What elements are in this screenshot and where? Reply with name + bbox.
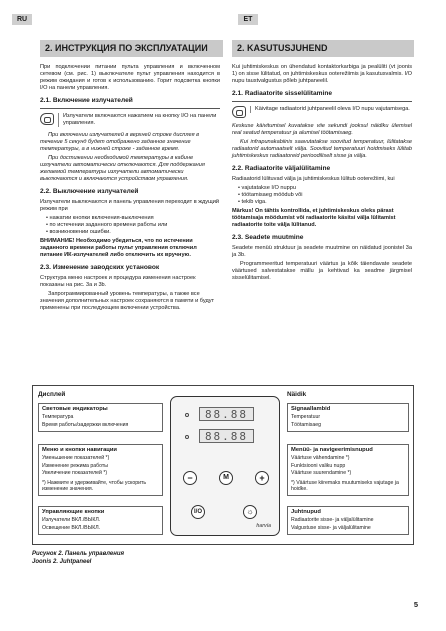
note-paragraph: При включении излучателей в верхней строке дисплея в течение 5 секунд будет отображено заданное значение температуры, а в нижней строке - заданное время. (40, 132, 200, 152)
control-group-ru (38, 506, 163, 535)
nav-group-et (287, 444, 409, 496)
plus-button[interactable]: + (255, 471, 269, 485)
language-tag-ru: RU (12, 14, 32, 25)
nav-note: *) Нажмите и удерживайте, чтобы ускорить изменение значения. (42, 479, 147, 493)
nav-label: Funktsiooni valiku nupp (291, 462, 346, 469)
section-title-ru: 2. ИНСТРУКЦИЯ ПО ЭКСПЛУАТАЦИИ (40, 40, 223, 57)
control-label: Освещение ВКЛ./ВЫКЛ. (42, 524, 101, 531)
list-item: • vajutatakse I/O nuppu (238, 185, 412, 192)
indicators-title: Световые индикаторы (42, 406, 108, 412)
brand-logo: harvia (256, 523, 271, 529)
column-et (232, 64, 412, 284)
subsection-title: 2.2. Radiaatorite väljalülitamine (232, 165, 331, 172)
indicator-label: Температура (42, 414, 74, 421)
indicator-label: Temperatuur (291, 414, 321, 421)
info-box (40, 113, 220, 127)
section-title-et: 2. KASUTUSJUHEND (232, 40, 414, 57)
nav-label: Уменьшение показателей *) (42, 455, 110, 462)
warning-paragraph: ВНИМАНИЕ! Необходимо убедиться, что по истечении заданного времени работы пульт управления отключил питание ИК-излучателей либо отключить их вручную. (40, 238, 197, 258)
hand-pointer-icon (40, 113, 54, 125)
indicator-label: Время работы/задержки включения (42, 421, 129, 428)
control-title: Управляющие кнопки (42, 509, 105, 515)
indicators-group-et (287, 403, 409, 432)
control-panel-figure (32, 385, 414, 545)
info-text: Käivitage radiaatorid juhtpaneelil oleva I/O nupu vajutamisega. (250, 106, 410, 113)
light-button[interactable]: ☼ (243, 505, 257, 519)
column-ru (40, 64, 220, 314)
label-display-et: Näidik (287, 391, 307, 398)
subsection-title: 2.3. Seadete muutmine (232, 234, 304, 241)
caption-et: Joonis 2. Juhtpaneel (32, 559, 92, 565)
caption-ru: Рисунок 2. Панель управления (32, 551, 125, 557)
figure-caption (32, 550, 124, 566)
indicator-label: Töötamisaeg (291, 421, 321, 428)
nav-label: Väärtuse vähendamine *) (291, 455, 350, 462)
display-top-row: 88.88 (199, 407, 254, 421)
info-text: Излучатели включаются нажатием на кнопку I/O на панели управления. (58, 113, 220, 127)
nav-note: *) Väärtuse kiiremaks muutumiseks vajutage ja hoidke. (291, 479, 399, 493)
bullet-list (46, 215, 220, 236)
note-paragraph: При достижении необходимой температуры в кабине излучатели автоматически отключаются. Для поддержания желаемой температуры излучатели автоматически выключаются и включаются устройством управления. (40, 155, 205, 182)
nav-title: Menüü- ja navigeerimisnupud (291, 447, 373, 453)
subsection-title: 2.1. Включение излучателей (40, 97, 133, 104)
language-tag-et: ET (238, 14, 258, 25)
time-indicator-light (185, 435, 189, 439)
intro-paragraph: При подключении питании пульта управления и включенном сетевом (см. рис. 1) выключателе пульт управления находится в режим ожидания и готов к использованию. Горит подсветка кнопки I/O на панели управления. (40, 64, 220, 91)
list-item: • по истечении заданного времени работы или (46, 222, 220, 229)
nav-label: Изменение режима работы (42, 462, 108, 469)
menu-button[interactable]: M (219, 471, 233, 485)
hand-pointer-icon (232, 106, 246, 118)
list-item: • возникновении ошибки. (46, 229, 220, 236)
page-number: 5 (413, 600, 418, 609)
control-panel-illustration (170, 396, 280, 536)
note-paragraph: Kui infrapunakabiinis saavutatakse soovitud temperatuur, lülitatakse radiaatorid automaatselt välja. Soovitud temperatuuri hoidmiseks lülitab juhtimiskeskus radiaatoreid perioodiliselt sisse ja välja. (232, 139, 412, 159)
paragraph: Излучатели выключаются и панель управления переходит в ждущий режим при (40, 199, 219, 212)
list-item: • нажатии кнопки включения-выключения (46, 215, 220, 222)
subsection-title: 2.2. Выключение излучателей (40, 188, 139, 195)
paragraph: Programmeeritud temperatuuri väärtus ja kõik täiendavate seadete väärtused salvestatakse mällu ja kehtivad ka seadme järgmisel sisselülitamisel. (232, 261, 412, 281)
subsection-title: 2.3. Изменение заводских установок (40, 264, 160, 271)
info-box (232, 106, 412, 118)
nav-label: Увеличение показателей *) (42, 470, 108, 477)
divider (40, 108, 220, 109)
minus-button[interactable]: − (183, 471, 197, 485)
warning-paragraph: Märkus! On tähtis kontrollida, et juhtimiskeskus oleks pärast töötamisaja möödumist või radiaatorite käsitsi välja lülitamist radiaatorite toite välja lülitanud. (232, 208, 396, 228)
temperature-indicator-light (185, 413, 189, 417)
control-group-et (287, 506, 409, 535)
subsection-title: 2.1. Radiaatorite sisselülitamine (232, 90, 333, 97)
bullet-list (238, 185, 412, 206)
nav-label: Väärtuse suurendamine *) (291, 470, 352, 477)
control-label: Valgustuse sisse- ja väljalülitamine (291, 524, 371, 531)
control-title: Juhtnupud (291, 509, 321, 515)
paragraph: Запрограммированный уровень температуры, а также все значения дополнительных настроек сохраняются в памяти и будут применены при последующем включении устройства. (40, 291, 215, 311)
divider (232, 101, 412, 102)
note-paragraph: Keskuse käivitumisel kuvatakse viie sekundi jooksul näidiku ülemisel real seatud temperatuur ja alumisel töötamisaeg. (232, 123, 412, 136)
paragraph: Структура меню настроек и процедура изменения настроек показаны на рис. 3а и 3b. (40, 275, 196, 288)
indicators-title: Signaallambid (291, 406, 331, 412)
indicators-group-ru (38, 403, 163, 432)
control-label: Излучатели ВКЛ./ВЫКЛ. (42, 517, 101, 524)
control-label: Radiaatorite sisse- ja väljalülitamine (291, 517, 374, 524)
list-item: • tekib viga. (238, 199, 412, 206)
paragraph: Seadete menüü struktuur ja seadete muutmine on näidatud joonistel 3a ja 3b. (232, 245, 412, 258)
paragraph: Radiaatorid lülituvad välja ja juhtimiskeskus lülitub ooterežiimi, kui (232, 176, 395, 182)
display-bottom-row: 88.88 (199, 429, 254, 443)
nav-title: Меню и кнопки навигации (42, 447, 117, 453)
intro-paragraph: Kui juhtimiskeskus on ühendatud kontaktorkarbiga ja pealüliti (vt joonis 1) on sisse lülitatud, on juhtimiskeskus ooterežiimis ja kasutusvalmis. I/O nupu taustvalgustus põleb juhtpaneelil. (232, 64, 412, 84)
label-display-ru: Дисплей (38, 391, 66, 398)
power-button[interactable]: I/O (191, 505, 205, 519)
nav-group-ru (38, 444, 163, 496)
list-item: • töötamisaeg möödub või (238, 192, 412, 199)
